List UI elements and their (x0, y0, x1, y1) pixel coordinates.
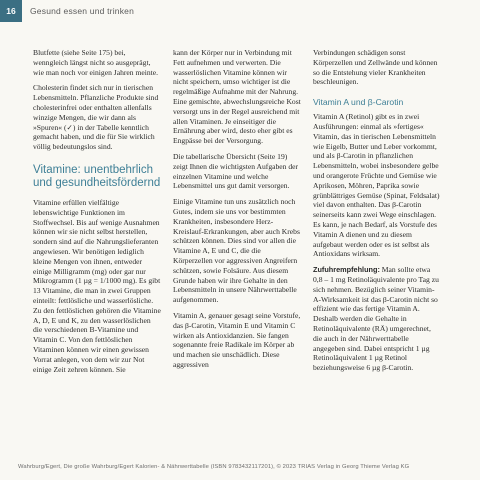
page-number: 16 (0, 0, 22, 22)
text-column-2 (173, 48, 301, 376)
paragraph: Die tabellarische Übersicht (Seite 19) zeigt Ihnen die wichtigsten Aufgaben der einzelnen Vitamine und welche Lebensmittel uns gut damit versorgen. (173, 151, 299, 191)
paragraph-lead: Zufuhrempfehlung: (313, 265, 380, 275)
footer-citation: Wahrburg/Egert, Die große Wahrburg/Egert Kalorien- & Nährwerttabelle (ISBN 9783432117201), © 2023 TRIAS Verlag in Georg Thieme Verlag KG (18, 464, 410, 470)
paragraph: kann der Körper nur in Verbindung mit Fett aufnehmen und verwerten. Die wasserlöslichen Vitamine können wir nicht speichern, umso wichtiger ist die regelmäßige Aufnahme mit der Nahrung. Eine gemischte, abwechslungsreiche Kost versorgt uns in der Regel ausreichend mit allen Vitaminen. Je einseitiger die Ernährung aber wird, desto eher gibt es Engpässe bei der Versorgung. (173, 48, 301, 146)
paragraph: Blutfette (siehe Seite 175) bei, wenngleich längst nicht so ausgeprägt, wie man noch vor einigen Jahren meinte. (33, 48, 159, 77)
paragraph: Vitamin A, genauer gesagt seine Vorstufe, das β-Carotin, Vitamin E und Vitamin C wirken als Antioxidanzien. Sie fangen sogenannte freie Radikale im Körper ab und machen sie unschädlich. Diese aggressiven (173, 310, 301, 369)
text-column-1 (33, 48, 161, 380)
paragraph: Vitamine erfüllen vielfältige lebenswichtige Funktionen im Stoffwechsel. Bis auf wenige Ausnahmen können wir sie nicht selbst herstellen, sondern sind auf die Nahrungslieferanten angewiesen. Wir benötigen lediglich kleine Mengen von ihnen, entweder einige Milligramm (mg) oder gar nur Mikrogramm (1 µg = 1/1000 mg). Es gibt 13 Vitamine, die man in zwei Gruppen einteilt: fettlösliche und wasserlösliche. Zu den fettlöslichen gehören die Vitamine A, D, E und K, zu den wasserlöslichen die verschiedenen B-Vitamine und Vitamin C. Von den fettlöslichen Vitaminen können wir einen gewissen Vorrat anlegen, von dem wir zur Not einige Zeit zehren können. Sie (33, 197, 161, 374)
text-column-3 (313, 48, 441, 379)
paragraph: Cholesterin findet sich nur in tierischen Lebensmitteln. Pflanzliche Produkte sind cholesterinfrei oder enthalten allenfalls winzige Mengen, die wir dann als »Spuren« (✓) in der Tabelle kenntlich gemacht haben, und die für Sie wirklich völlig bedeutungslos sind. (33, 83, 159, 152)
subsection-heading: Vitamin A und β-Carotin (313, 97, 404, 108)
paragraph: Einige Vitamine tun uns zusätzlich noch Gutes, indem sie uns vor bestimmten Krankheiten, insbesondere Herz-Kreislauf-Erkrankungen, aber auch Krebs schützen können. Dies sind vor allen die Vitamine A, E und C, die die Körperzellen vor aggressiven Angreifern schützen, sowie Folsäure. Aus diesem Grunde haben wir ihre Gehalte in den Lebensmitteln in unsere Nährwerttabelle aufgenommen. (173, 197, 300, 305)
paragraph: Verbindungen schädigen sonst Körperzellen und Zellwände und können so die Entstehung vieler Krankheiten beschleunigen. (313, 48, 438, 87)
paragraph (313, 265, 441, 373)
paragraph: Vitamin A (Retinol) gibt es in zwei Ausführungen: einmal als »fertiges« Vitamin, das in tierischen Lebensmitteln wie Eigelb, Butter und Leber vorkommt, und als β-Carotin in pflanzlichen Lebensmitteln, wobei insbesondere gelbe und orangerote Früchte und Gemüse wie Aprikosen, Möhren, Paprika sowie grünblättriges Gemüse (Spinat, Feldsalat) viel davon enthalten. Das β-Carotin seinerseits kann zwei Wege einschlagen. Es kann, je nach Bedarf, als Vorstufe des Vitamin A dienen und zu diesem aufgebaut werden oder es ist selbst als Antioxidans wirksam. (313, 112, 440, 259)
section-heading: Vitamine: unentbehrlich und gesundheitsfördernd (33, 163, 161, 189)
running-header: Gesund essen und trinken (30, 6, 135, 16)
paragraph-text: Man sollte etwa 0,8 – 1 mg Retinoläquivalente pro Tag zu sich nehmen. Bezüglich seiner Vitamin-A-Wirksamkeit ist das β-Carotin nicht so effizient wie das fertige Vitamin A. Deshalb werden die Gehalte in Retinoläquivalente (RÄ) umgerechnet, die auch in der Nährwerttabelle angegeben sind. Dabei entspricht 1 µg Retinoläquivalent 1 µg Retinol beziehungsweise 6 µg β-Carotin. (313, 265, 439, 373)
